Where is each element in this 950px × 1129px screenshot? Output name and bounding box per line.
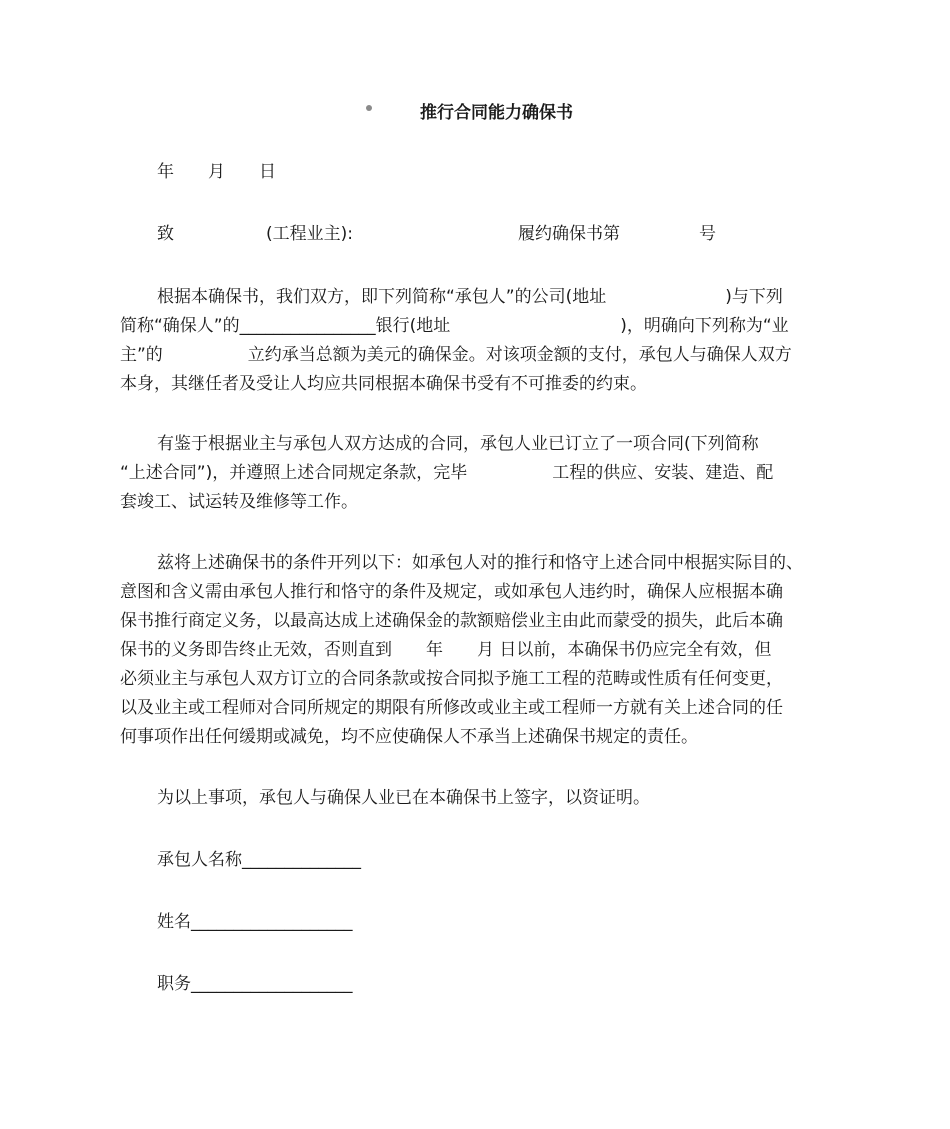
- paragraph-3-line: 保书推行商定义务，以最高达成上述确保金的款额赔偿业主由此而蒙受的损失，此后本确: [120, 611, 783, 631]
- document-title: 推行合同能力确保书: [420, 103, 573, 123]
- addressee-to: 致: [157, 224, 174, 244]
- paragraph-1-line: 简称“确保人”的________________银行(地址 )，明确向下列称为“业: [120, 316, 789, 336]
- paragraph-1-line: 根据本确保书，我们双方，即下列简称“承包人”的公司(地址 )与下列: [157, 287, 783, 307]
- paragraph-3-line: 何事项作出任何缓期或减免，均不应使确保人不承当上述确保书规定的责任。: [120, 727, 698, 747]
- guarantee-number-prefix: 履约确保书第: [518, 224, 620, 244]
- paragraph-3-line: 意图和含义需由承包人推行和恪守的条件及规定，或如承包人违约时，确保人应根据本确: [120, 582, 783, 602]
- position-field: 职务___________________: [157, 974, 353, 994]
- contractor-name-field: 承包人名称______________: [157, 850, 361, 870]
- guarantee-number-suffix: 号: [699, 224, 716, 244]
- bullet-icon: [366, 105, 372, 111]
- paragraph-2-line: 套竣工、试运转及维修等工作。: [120, 492, 358, 512]
- paragraph-3: [120, 549, 832, 752]
- paragraph-3-line: 以及业主或工程师对合同所规定的期限有所修改或业主或工程师一方就有关上述合同的任: [120, 698, 783, 718]
- paragraph-2-line: 有鉴于根据业主与承包人双方达成的合同，承包人业已订立了一项合同(下列简称: [157, 434, 759, 454]
- addressee-owner: (工程业主):: [266, 224, 353, 244]
- paragraph-2-line: “上述合同”)，并遵照上述合同规定条款，完毕 工程的供应、安装、建造、配: [120, 463, 774, 483]
- paragraph-1: [120, 283, 832, 399]
- paragraph-3-line: 兹将上述确保书的条件开列以下：如承包人对的推行和恪守上述合同中根据实际目的、: [157, 553, 803, 573]
- paragraph-2: [120, 430, 832, 517]
- title-row: [0, 98, 950, 122]
- date-line: 年 月 日: [157, 162, 276, 182]
- paragraph-4: 为以上事项，承包人与确保人业已在本确保书上签字，以资证明。: [157, 788, 650, 808]
- name-field: 姓名___________________: [157, 912, 353, 932]
- paragraph-3-line: 必须业主与承包人双方订立的合同条款或按合同拟予施工工程的范畴或性质有任何变更，: [120, 669, 783, 689]
- paragraph-1-line: 主”的 立约承当总额为美元的确保金。对该项金额的支付，承包人与确保人双方: [120, 345, 792, 365]
- paragraph-3-line: 保书的义务即告终止无效，否则直到 年 月 日以前，本确保书仍应完全有效，但: [120, 640, 772, 660]
- paragraph-1-line: 本身，其继任者及受让人均应共同根据本确保书受有不可推委的约束。: [120, 374, 647, 394]
